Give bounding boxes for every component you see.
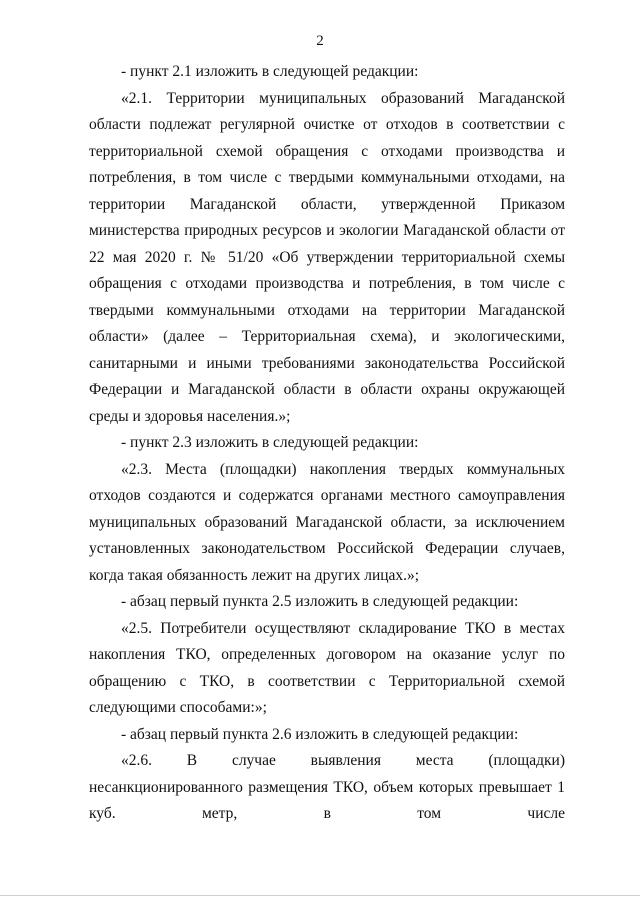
paragraph-amendment-2-1: - пункт 2.1 изложить в следующей редакции: [121,63,419,80]
document-body [89,59,565,828]
paragraph-clause-2-5: «2.5. Потребители осуществляют складирование ТКО в местах накопления ТКО, определенных договором на оказание услуг по обращению с ТКО, в соответствии с Территориальной схемой следующими способами:»; [89,619,565,716]
paragraph-amendment-2-6: - абзац первый пункта 2.6 изложить в следующей редакции: [121,725,519,743]
paragraph-amendment-2-5: - абзац первый пункта 2.5 изложить в следующей редакции: [121,593,519,610]
paragraph-clause-2-1: «2.1. Территории муниципальных образований Магаданской области подлежат регулярной очистке от отходов в соответствии с территориальной схемой обращения с отходами производства и потребления, в том числе с твердыми коммунальными отходами, на территории Магаданской области, утвержденной Приказом министерства природных ресурсов и экологии Магаданской области от 22 мая 2020 г. № 51/20 «Об утверждении территориальной схемы обращения с отходами производства и потребления, в том числе с твердыми коммунальными отходами на территории Магаданской области» (далее – Территориальная схема), и экологическими, санитарными и иными требованиями законодательства Российской Федерации и Магаданской области в области охраны окружающей среды и здоровья населения.»; [89,89,565,425]
paragraph-clause-2-6: «2.6. В случае выявления места (площадки) несанкционированного размещения ТКО, объем которых превышает 1 куб. метр, в том числе [89,752,565,822]
page-bottom-rule [0,895,640,896]
paragraph-clause-2-3: «2.3. Места (площадки) накопления твердых коммунальных отходов создаются и содержатся органами местного самоуправления муниципальных образований Магаданской области, за исключением установленных законодательством Российской Федерации случаев, когда такая обязанность лежит на других лицах.»; [89,460,565,584]
paragraph-amendment-2-3: - пункт 2.3 изложить в следующей редакции: [121,434,419,451]
page-number: 2 [316,33,324,49]
